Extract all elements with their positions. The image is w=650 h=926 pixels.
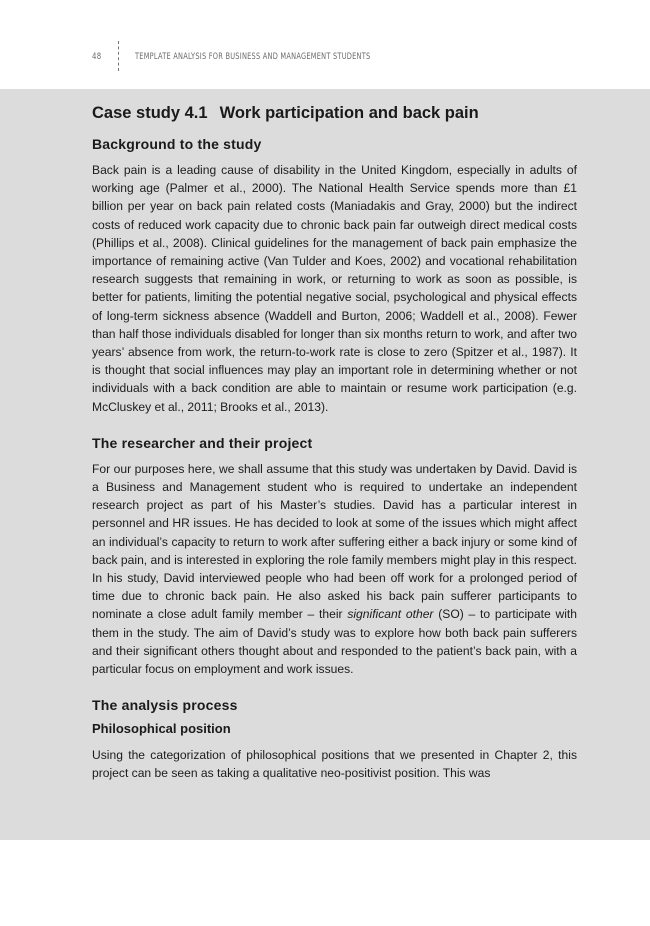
- header-divider: [118, 41, 119, 71]
- significant-other-term: significant other: [347, 607, 434, 622]
- researcher-paragraph: [92, 460, 577, 678]
- case-study-title-text: Work participation and back pain: [219, 104, 479, 122]
- researcher-paragraph-part-1: For our purposes here, we shall assume that this study was undertaken by David. David is a Business and Management student who is required to undertake an independent research project as part of his Master’s studies. David has a particular interest in personnel and HR issues. He has decided to look at some of the issues which might affect an individual’s capacity to return to work after suffering either a back injury or some kind of back pain, and is interested in exploring the role family members might play in this respect. In his study, David interviewed people who had been off work for a prolonged period of time due to chronic back pain. He also asked his back pain sufferer participants to nominate a close adult family member – their: [92, 461, 577, 622]
- background-heading: Background to the study: [92, 136, 262, 152]
- case-study-content: [92, 102, 577, 783]
- case-study-box: [0, 89, 650, 840]
- researcher-heading: The researcher and their project: [92, 434, 313, 451]
- analysis-heading: The analysis process: [92, 697, 238, 714]
- case-study-title: [92, 102, 577, 124]
- philosophical-position-subheading: Philosophical position: [92, 721, 231, 737]
- analysis-paragraph: Using the categorization of philosophical positions that we presented in Chapter 2, this project can be seen as taking a qualitative neo-positivist position. This was: [92, 748, 577, 781]
- background-paragraph: Back pain is a leading cause of disability in the United Kingdom, especially in adults of working age (Palmer et al., 2000). The National Health Service spends more than £1 billion per year on back pain related costs (Maniadakis and Gray, 2000) but the indirect costs of reduced work capacity due to chronic back pain far outweigh direct medical costs (Phillips et al., 2008). Clinical guidelines for the management of back pain emphasize the importance of remaining active (Van Tulder and Koes, 2002) and vocational rehabilitation research suggests that remaining in work, or returning to work as soon as possible, is better for patients, limiting the potential negative social, psychological and physical effects of long-term sickness absence (Waddell and Burton, 2006; Waddell et al., 2008). Fewer than half those individuals disabled for longer than six months return to work, and after two years’ absence from work, the return-to-work rate is close to zero (Spitzer et al., 1987). It is thought that social influences may play an important role in determining whether or not individuals with a back condition are able to maintain or resume work participation (e.g. McCluskey et al., 2011; Brooks et al., 2013).: [92, 163, 577, 414]
- running-head: TEMPLATE ANALYSIS FOR BUSINESS AND MANAGEMENT STUDENTS: [135, 52, 371, 62]
- page-header: [0, 0, 650, 89]
- page-number: 48: [92, 52, 102, 62]
- researcher-paragraph-part-2: (SO) – to participate with them in the study. The aim of David’s study was to explore how both back pain sufferers and their significant others thought about and responded to the patient’s back pain, with a particular focus on employment and work issues.: [92, 607, 577, 677]
- case-study-label: Case study 4.1: [92, 104, 208, 122]
